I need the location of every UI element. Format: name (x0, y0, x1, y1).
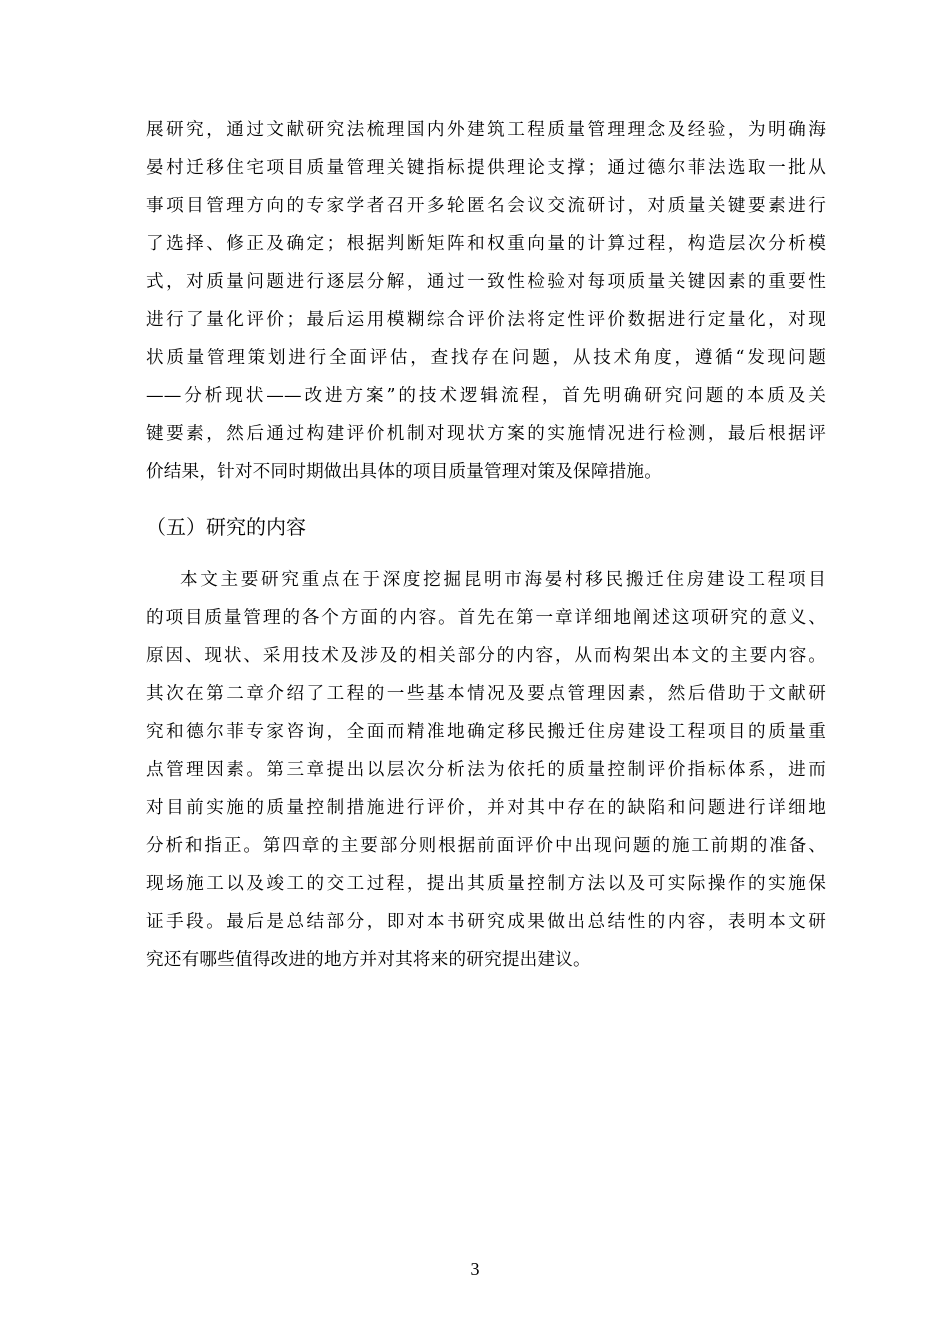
paragraph-1-line: ——分析现状——改进方案”的技术逻辑流程，首先明确研究问题的本质及关 (146, 386, 826, 406)
paragraph-1-line: 事项目管理方向的专家学者召开多轮匿名会议交流研讨，对质量关键要素进行 (146, 196, 826, 216)
paragraph-2-line: 分析和指正。第四章的主要部分则根据前面评价中出现问题的施工前期的准备、 (146, 836, 826, 856)
paragraph-2-line: 现场施工以及竣工的交工过程，提出其质量控制方法以及可实际操作的实施保 (146, 874, 826, 894)
paragraph-1-line: 进行了量化评价；最后运用模糊综合评价法将定性评价数据进行定量化，对现 (146, 310, 826, 330)
paragraph-2-line: 点管理因素。第三章提出以层次分析法为依托的质量控制评价指标体系，进而 (146, 760, 826, 780)
paragraph-2-line: 其次在第二章介绍了工程的一些基本情况及要点管理因素，然后借助于文献研 (146, 684, 826, 704)
page-number: 3 (470, 1259, 480, 1279)
paragraph-1-line: 式，对质量问题进行逐层分解，通过一致性检验对每项质量关键因素的重要性 (146, 272, 826, 292)
paragraph-1-line: 展研究，通过文献研究法梳理国内外建筑工程质量管理理念及经验，为明确海 (146, 120, 826, 140)
paragraph-2-line: 证手段。最后是总结部分，即对本书研究成果做出总结性的内容，表明本文研 (146, 912, 826, 932)
paragraph-2-line: 对目前实施的质量控制措施进行评价，并对其中存在的缺陷和问题进行详细地 (146, 798, 826, 818)
paragraph-2-line: 究还有哪些值得改进的地方并对其将来的研究提出建议。 (146, 950, 591, 970)
paragraph-1-line: 状质量管理策划进行全面评估，查找存在问题，从技术角度，遵循“发现问题 (146, 348, 826, 368)
paragraph-1-line: 晏村迁移住宅项目质量管理关键指标提供理论支撑；通过德尔菲法选取一批从 (146, 158, 826, 178)
paragraph-1-line: 了选择、修正及确定；根据判断矩阵和权重向量的计算过程，构造层次分析模 (146, 234, 826, 254)
paragraph-2-line: 原因、现状、采用技术及涉及的相关部分的内容，从而构架出本文的主要内容。 (146, 646, 826, 666)
paragraph-2-line: 本文主要研究重点在于深度挖掘昆明市海晏村移民搬迁住房建设工程项目 (180, 570, 826, 590)
section-heading: （五）研究的内容 (146, 515, 306, 539)
paragraph-2-line: 究和德尔菲专家咨询，全面而精准地确定移民搬迁住房建设工程项目的质量重 (146, 722, 826, 742)
paragraph-1-line: 价结果，针对不同时期做出具体的项目质量管理对策及保障措施。 (146, 462, 663, 482)
paragraph-2-line: 的项目质量管理的各个方面的内容。首先在第一章详细地阐述这项研究的意义、 (146, 608, 826, 628)
paragraph-1-line: 键要素，然后通过构建评价机制对现状方案的实施情况进行检测，最后根据评 (146, 424, 826, 444)
